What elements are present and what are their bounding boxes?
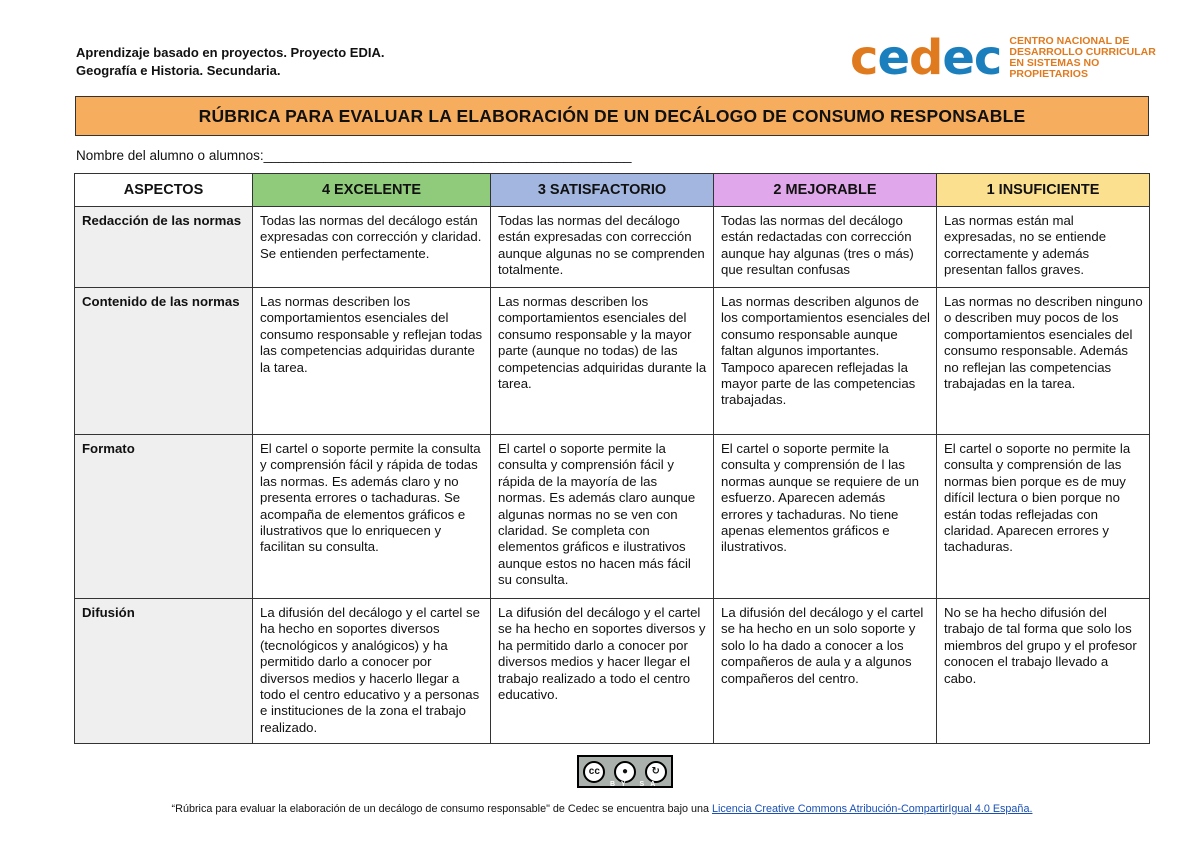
license-notice — [0, 803, 1204, 815]
criteria-cell: No se ha hecho difusión del trabajo de tal forma que solo los miembros del grupo y el profesor conocen el trabajo llevado a cabo. — [937, 599, 1150, 744]
criteria-cell: El cartel o soporte permite la consulta y comprensión fácil y rápida de todas las normas. Es además claro y no presenta errores o tachaduras. Se acompaña de elementos gráficos e ilustrativos que lo enriquecen y facilitan su consulta. — [253, 435, 491, 599]
table-header-row — [75, 174, 1150, 207]
document-header — [76, 44, 384, 80]
student-name-field: Nombre del alumno o alumnos:_________________________________________________ — [76, 148, 632, 163]
share-alike-icon: ↻ — [645, 761, 667, 783]
rubric-table — [74, 173, 1150, 744]
cedec-logo-subtitle: CENTRO NACIONAL DE DESARROLLO CURRICULAR EN SISTEMAS NO PROPIETARIOS — [1009, 35, 1156, 80]
criteria-cell: La difusión del decálogo y el cartel se ha hecho en un solo soporte y solo lo ha dado a conocer a los compañeros de aula y a algunos compañeros del centro. — [714, 599, 937, 744]
criteria-cell: El cartel o soporte no permite la consulta y comprensión de las normas bien porque es de muy difícil lectura o bien porque no están todas reflejadas con claridad. Aparecen errores y tachaduras. — [937, 435, 1150, 599]
criteria-cell: Las normas describen algunos de los comportamientos esenciales del consumo responsable aunque faltan algunos importantes. Tampoco aparecen reflejadas la mayor parte de las competencias trabajadas. — [714, 288, 937, 435]
header-satisfactorio: 3 SATISFACTORIO — [491, 174, 714, 207]
aspect-cell: Formato — [75, 435, 253, 599]
criteria-cell: Las normas están mal expresadas, no se entiende correctamente y además presentan fallos graves. — [937, 207, 1150, 288]
criteria-cell: Todas las normas del decálogo están redactadas con corrección aunque hay algunas (tres o más) que resultan confusas — [714, 207, 937, 288]
criteria-cell: La difusión del decálogo y el cartel se ha hecho en soportes diversos (tecnológicos y analógicos) y ha permitido darlo a conocer por diversos medios y hacerlo llegar a todo el centro educativo y a personas e instituciones de la zona el trabajo realizado. — [253, 599, 491, 744]
criteria-cell: Las normas describen los comportamientos esenciales del consumo responsable y la mayor parte (aunque no todas) de las competencias adquiridas durante la tarea. — [491, 288, 714, 435]
attribution-icon: ● — [614, 761, 636, 783]
cc-badge-labels: BY SA — [610, 781, 662, 788]
rubric-title: RÚBRICA PARA EVALUAR LA ELABORACIÓN DE UN DECÁLOGO DE CONSUMO RESPONSABLE — [75, 96, 1149, 136]
table-row — [75, 435, 1150, 599]
header-insuficiente: 1 INSUFICIENTE — [937, 174, 1150, 207]
cedec-logo-wordmark: cedec — [850, 30, 1002, 86]
criteria-cell: Todas las normas del decálogo están expresadas con corrección y claridad. Se entienden perfectamente. — [253, 207, 491, 288]
cc-icon: cc — [583, 761, 605, 783]
aspect-cell: Redacción de las normas — [75, 207, 253, 288]
header-aspectos: ASPECTOS — [75, 174, 253, 207]
license-notice-text: “Rúbrica para evaluar la elaboración de un decálogo de consumo responsable" de Cedec se encuentra bajo una — [171, 803, 712, 815]
criteria-cell: La difusión del decálogo y el cartel se ha hecho en soportes diversos y ha permitido darlo a conocer por diversos medios y hacer llegar el trabajo realizado a todo el centro educativo. — [491, 599, 714, 744]
aspect-cell: Contenido de las normas — [75, 288, 253, 435]
criteria-cell: Las normas describen los comportamientos esenciales del consumo responsable y reflejan todas las competencias adquiridas durante la tarea. — [253, 288, 491, 435]
aspect-cell: Difusión — [75, 599, 253, 744]
criteria-cell: Todas las normas del decálogo están expresadas con corrección aunque algunas no se comprenden totalmente. — [491, 207, 714, 288]
criteria-cell: El cartel o soporte permite la consulta y comprensión fácil y rápida de la mayoría de las normas. Es además claro aunque algunas normas no se ven con claridad. Se completa con elementos gráficos e ilustrativos aunque estos no hacen más fácil su consulta. — [491, 435, 714, 599]
table-row — [75, 207, 1150, 288]
header-mejorable: 2 MEJORABLE — [714, 174, 937, 207]
header-project-line: Aprendizaje basado en proyectos. Proyecto EDIA. — [76, 45, 385, 60]
header-subject-line: Geografía e Historia. Secundaria. — [76, 63, 281, 78]
criteria-cell: El cartel o soporte permite la consulta y comprensión de l las normas aunque se requiere de un esfuerzo. Aparecen además errores y tachaduras. No tiene apenas elementos gráficos e ilustrativos. — [714, 435, 937, 599]
header-excelente: 4 EXCELENTE — [253, 174, 491, 207]
table-row — [75, 288, 1150, 435]
cedec-logo — [850, 30, 1179, 86]
license-link[interactable]: Licencia Creative Commons Atribución-CompartirIgual 4.0 España. — [711, 803, 1033, 815]
table-row — [75, 599, 1150, 744]
criteria-cell: Las normas no describen ninguno o describen muy pocos de los comportamientos esenciales del consumo responsable. Además no reflejan las competencias trabajadas en la tarea. — [937, 288, 1150, 435]
